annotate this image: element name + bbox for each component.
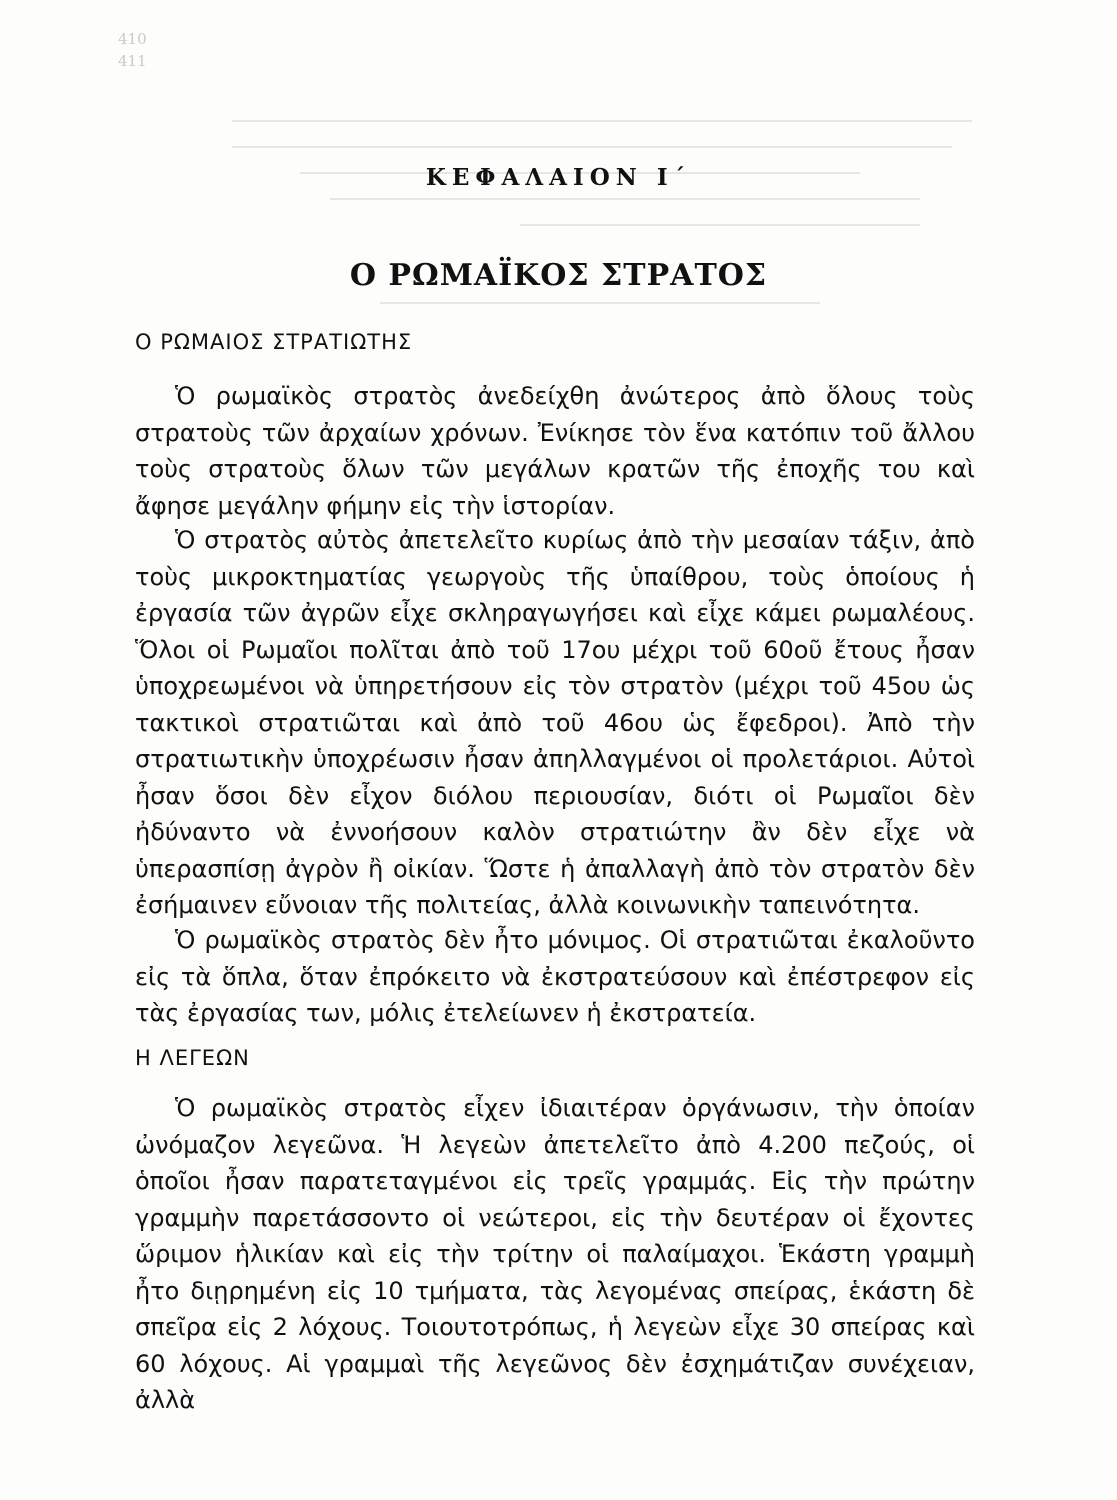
chapter-label: ΚΕΦΑΛΑΙΟΝ Ι΄ bbox=[425, 164, 692, 191]
paragraph-text: Ὁ ρωμαϊκὸς στρατὸς ἀνεδείχθη ἀνώτερος ἀπὸ ὅλους τοὺς στρατοὺς τῶν ἀρχαίων χρόνων. Ἐνίκησε τὸν ἕνα κατόπιν τοῦ ἄλλου τοὺς στρατοὺς ὅλων τῶν μεγάλων κρατῶν τῆς ἐποχῆς του καὶ ἄφησε μεγάλην φήμην εἰς τὴν ἱστορίαν. bbox=[135, 382, 975, 520]
faint-page-number: 410 411 bbox=[118, 30, 147, 70]
bleed-through-line bbox=[520, 224, 920, 226]
paragraph-text: Ὁ στρατὸς αὐτὸς ἀπετελεῖτο κυρίως ἀπὸ τὴν μεσαίαν τάξιν, ἀπὸ τοὺς μικροκτηματίας γεωργοὺς τῆς ὑπαίθρου, τοὺς ὁποίους ἡ ἐργασία τῶν ἀγρῶν εἶχε σκληραγωγήσει καὶ εἶχε κάμει ρωμαλέους. Ὅλοι οἱ Ρωμαῖοι πολῖται ἀπὸ τοῦ 17ου μέχρι τοῦ 60οῦ ἔτους ἦσαν ὑποχρεωμένοι νὰ ὑπηρετήσουν εἰς τὸν στρατὸν (μέχρι τοῦ 45ου ὡς τακτικοὶ στρατιῶται καὶ ἀπὸ τοῦ 46ου ὡς ἔφεδροι). Ἀπὸ τὴν στρατιωτικὴν ὑποχρέωσιν ἦσαν ἀπηλλαγμένοι οἱ προλετάριοι. Αὐτοὶ ἦσαν ὅσοι δὲν εἶχον διόλου περιουσίαν, διότι οἱ Ρωμαῖοι δὲν ἠδύναντο νὰ ἐννοήσουν καλὸν στρατιώτην ἂν δὲν εἶχε νὰ ὑπερασπίσῃ ἀγρὸν ἢ οἰκίαν. Ὥστε ἡ ἀπαλλαγὴ ἀπὸ τὸν στρατὸν δὲν ἐσήμαινεν εὔνοιαν τῆς πολιτείας, ἀλλὰ κοινωνικὴν ταπεινότητα. bbox=[135, 526, 975, 919]
paragraph-text: Ὁ ρωμαϊκὸς στρατὸς εἶχεν ἰδιαιτέραν ὀργάνωσιν, τὴν ὁποίαν ὠνόμαζον λεγεῶνα. Ἡ λεγεὼν ἀπετελεῖτο ἀπὸ 4.200 πεζούς, οἱ ὁποῖοι ἦσαν παρατεταγμένοι εἰς τρεῖς γραμμάς. Εἰς τὴν πρώτην γραμμὴν παρετάσσοντο οἱ νεώτεροι, εἰς τὴν δευτέραν οἱ ἔχοντες ὥριμον ἡλικίαν καὶ εἰς τὴν τρίτην οἱ παλαίμαχοι. Ἑκάστη γραμμὴ ἦτο διῃρημένη εἰς 10 τμήματα, τὰς λεγομένας σπείρας, ἑκάστη δὲ σπεῖρα εἰς 2 λόχους. Τοιουτοτρόπως, ἡ λεγεὼν εἶχε 30 σπείρας καὶ 60 λόχους. Αἱ γραμμαὶ τῆς λεγεῶνος δὲν ἐσχημάτιζαν συνέχειαν, ἀλλὰ bbox=[135, 1094, 975, 1414]
section-heading: Ο ΡΩΜΑΙΟΣ ΣΤΡΑΤΙΩΤΗΣ bbox=[135, 330, 413, 354]
paragraph bbox=[135, 1090, 975, 1419]
paragraph-text: Ὁ ρωμαϊκὸς στρατὸς δὲν ἦτο μόνιμος. Οἱ στρατιῶται ἐκαλοῦντο εἰς τὰ ὅπλα, ὅταν ἐπρόκειτο νὰ ἐκστρατεύσουν καὶ ἐπέστρεφον εἰς τὰς ἐργασίας των, μόλις ἐτελείωνεν ἡ ἐκστρατεία. bbox=[135, 926, 975, 1027]
bleed-through-line bbox=[380, 302, 820, 304]
section-heading: Η ΛΕΓΕΩΝ bbox=[135, 1046, 250, 1070]
paragraph bbox=[135, 522, 975, 924]
paragraph bbox=[135, 378, 975, 524]
bleed-through-line bbox=[330, 198, 920, 200]
chapter-title: Ο ΡΩΜΑΪΚΟΣ ΣΤΡΑΤΟΣ bbox=[349, 258, 768, 293]
paragraph bbox=[135, 922, 975, 1032]
bleed-through-line bbox=[232, 120, 972, 122]
bleed-through-line bbox=[232, 146, 952, 148]
